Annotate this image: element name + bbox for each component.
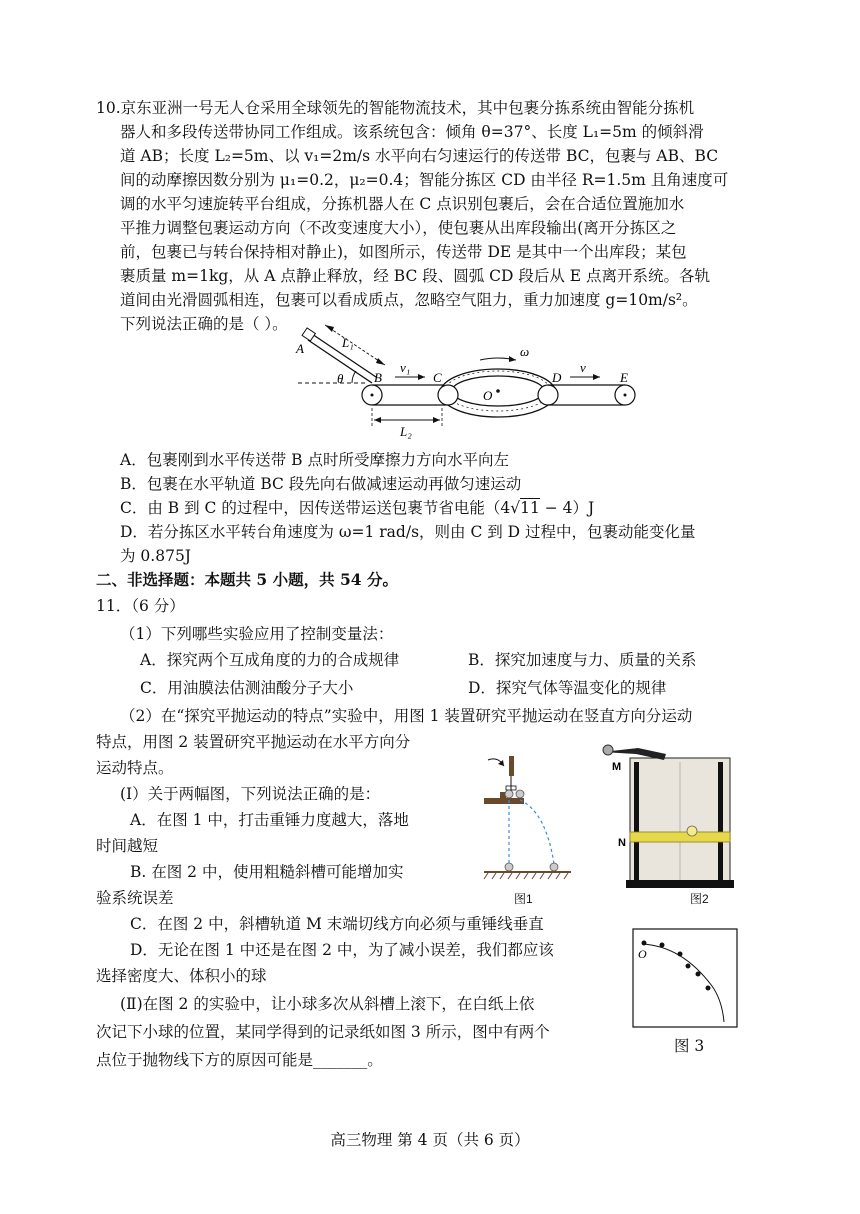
q11-part2-i-b2: 验系统误差 xyxy=(96,889,174,907)
q11-header: 11．（6 分） xyxy=(96,597,185,615)
q11-part2-i-b1: B. 在图 2 中，使用粗糙斜槽可能增加实 xyxy=(130,863,404,881)
figure-3-label-O: O xyxy=(638,947,647,961)
sqrt-icon: √ xyxy=(510,499,521,517)
q10-option-d-line2: 为 0.875J xyxy=(120,547,192,565)
q11-part2-i-a1: A．在图 1 中，打击重锤力度越大，落地 xyxy=(130,811,409,829)
label-A: A xyxy=(296,341,304,356)
q10-line-3: 道 AB；长度 L₂=5m、以 v₁=2m/s 水平向右匀速运行的传送带 BC，包裹与 AB、BC xyxy=(120,147,719,165)
label-L2: L₂ xyxy=(400,424,412,439)
q10-line-5: 调的水平匀速旋转平台组成，分拣机器人在 C 点识别包裹后，会在合适位置施加水 xyxy=(120,195,685,213)
q10-line-8: 裹质量 m=1kg，从 A 点静止释放，经 BC 段、圆弧 CD 段后从 E 点离开系统。各轨 xyxy=(120,267,711,285)
label-omega: ω xyxy=(520,344,530,359)
q11-part2-ii-line3: 点位于抛物线下方的原因可能是_______。 xyxy=(96,1051,383,1069)
q11-part2-i-d2: 选择密度大、体积小的球 xyxy=(96,967,267,985)
label-v1: v₁ xyxy=(400,360,411,375)
label-C: C xyxy=(433,370,442,385)
q11-part2-ii-line2: 次记下小球的位置，某同学得到的记录纸如图 3 所示，图中有两个 xyxy=(96,1023,550,1041)
q11-part1-option-b: B．探究加速度与力、质量的关系 xyxy=(468,651,697,669)
q10-line-1: 10.京东亚洲一号无人仓采用全球领先的智能物流技术，其中包裹分拣系统由智能分拣机 xyxy=(96,99,695,117)
q11-part1-option-d: D．探究气体等温变化的规律 xyxy=(468,679,667,697)
q10-line-2: 器人和多段传送带协同工作组成。该系统包含：倾角 θ=37°、长度 L₁=5m 的倾斜滑 xyxy=(120,123,704,141)
figure-2-label-N: N xyxy=(618,837,626,849)
q10-option-d-line1: D．若分拣区水平转台角速度为 ω=1 rad/s，则由 C 到 D 过程中，包裹动能变化量 xyxy=(120,523,696,541)
q10-option-b: B．包裹在水平轨道 BC 段先向右做减速运动再做匀速运动 xyxy=(120,475,522,493)
q11-part2-i-c: C．在图 2 中，斜槽轨道 M 末端切线方向必须与重锤线垂直 xyxy=(130,915,544,933)
q11-part2-i: (Ⅰ）关于两幅图，下列说法正确的是： xyxy=(120,785,381,803)
q10-option-a: A．包裹刚到水平传送带 B 点时所受摩擦力方向水平向左 xyxy=(120,451,509,469)
q10-option-c-radicand: 11 xyxy=(520,499,540,517)
label-theta: θ xyxy=(337,371,344,386)
label-O: O xyxy=(483,388,493,403)
figure-1-caption: 图1 xyxy=(514,892,533,906)
figure-1-apparatus xyxy=(476,752,596,882)
q11-part2-line3: 运动特点。 xyxy=(96,759,174,777)
q10-option-c xyxy=(120,496,594,520)
q10-option-c-pre: C．由 B 到 C 的过程中，因传送带运送包裹节省电能（4 xyxy=(120,499,511,517)
figure-3-record xyxy=(632,928,740,1030)
figure-3-caption: 图 3 xyxy=(674,1037,705,1055)
q11-part1-option-c: C．用油膜法估测油酸分子大小 xyxy=(140,679,354,697)
figure-2-apparatus xyxy=(600,740,742,890)
q11-part2-i-d1: D．无论在图 1 中还是在图 2 中，为了减小误差，我们都应该 xyxy=(130,941,554,959)
q10-option-c-post: − 4）J xyxy=(539,499,595,517)
label-B: B xyxy=(374,370,382,385)
label-D: D xyxy=(552,370,562,385)
label-E: E xyxy=(620,370,628,385)
label-L1: L₁ xyxy=(342,335,354,350)
q10-line-4: 间的动摩擦因数分别为 μ₁=0.2，μ₂=0.4；智能分拣区 CD 由半径 R=1.5m 且角速度可 xyxy=(120,171,729,189)
figure-2-label-M: M xyxy=(612,761,622,773)
q11-part2-line2: 特点，用图 2 装置研究平抛运动在水平方向分 xyxy=(96,733,411,751)
q11-part1-option-a: A．探究两个互成角度的力的合成规律 xyxy=(140,651,400,669)
q10-line-7: 前，包裹已与转台保持相对静止)，如图所示，传送带 DE 是其中一个出库段；某包 xyxy=(120,243,687,261)
q11-part2-i-a2: 时间越短 xyxy=(96,837,159,855)
q11-part1: （1）下列哪些实验应用了控制变量法： xyxy=(120,625,394,643)
label-v: v xyxy=(580,360,586,375)
q10-line-9: 道间由光滑圆弧相连，包裹可以看成质点，忽略空气阻力，重力加速度 g=10m/s²。 xyxy=(120,291,698,309)
q11-part2-line1: （2）在“探究平抛运动的特点”实验中，用图 1 装置研究平抛运动在竖直方向分运动 xyxy=(120,707,693,725)
q10-figure xyxy=(290,320,650,440)
q11-part2-ii-line1: (Ⅱ)在图 2 的实验中，让小球多次从斜槽上滚下，在白纸上依 xyxy=(120,995,535,1013)
section-heading: 二、非选择题：本题共 5 小题，共 54 分。 xyxy=(96,570,398,589)
q10-line-10: 下列说法正确的是（ ）。 xyxy=(120,315,288,333)
page-footer: 高三物理 第 4 页（共 6 页） xyxy=(330,1131,530,1149)
figure-2-caption: 图2 xyxy=(690,892,709,906)
q10-line-6: 平推力调整包裹运动方向（不改变速度大小），使包裹从出库段输出(离开分拣区之 xyxy=(120,219,677,237)
